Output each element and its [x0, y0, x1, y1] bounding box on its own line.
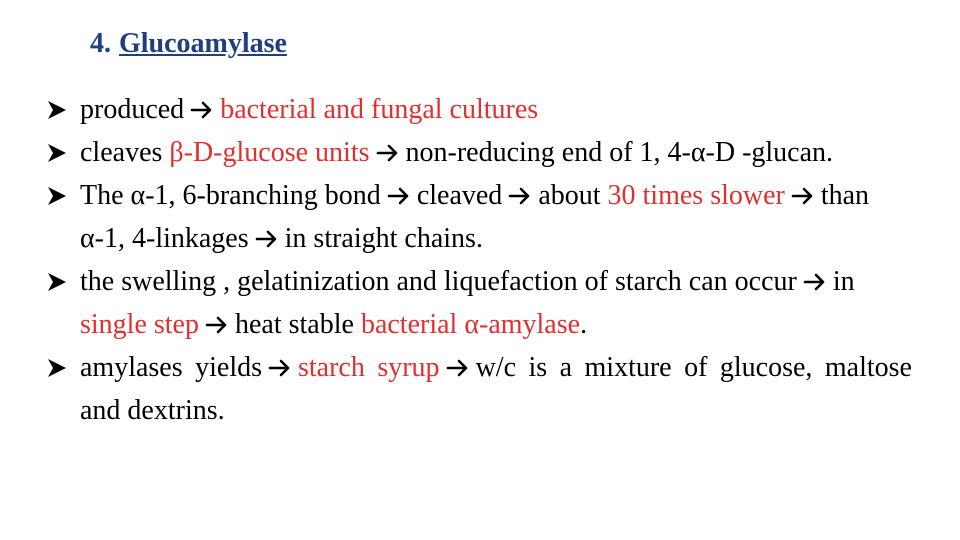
- right-arrow-icon: [446, 358, 470, 378]
- bullet-text: cleaved: [416, 180, 503, 211]
- slide-title: [90, 28, 287, 60]
- bullet-text: about: [538, 180, 608, 211]
- highlighted-text: starch syrup: [298, 352, 440, 383]
- bullet-text: The α-1, 6-branching bond: [80, 180, 381, 211]
- bullet-text: in: [832, 266, 855, 297]
- right-arrow-icon: [255, 229, 279, 249]
- right-arrow-icon: [205, 315, 229, 335]
- bullet-text: .: [580, 309, 588, 340]
- bullet-text: in straight chains.: [284, 223, 483, 254]
- right-arrow-icon: [387, 186, 411, 206]
- filled-arrowhead-icon: [46, 131, 76, 174]
- bullet-text: cleaves: [80, 137, 170, 168]
- bullet-text: non-reducing end of 1, 4-α-D -glucan.: [405, 137, 834, 168]
- filled-arrowhead-icon: [46, 174, 76, 217]
- bullet-item: [46, 88, 912, 131]
- highlighted-text: bacterial α-amylase: [360, 309, 581, 340]
- filled-arrowhead-icon: [46, 260, 76, 303]
- bullet-text: the swelling , gelatinization and liquefaction of starch can occur: [80, 266, 797, 297]
- right-arrow-icon: [803, 272, 827, 292]
- highlighted-text: β-D-glucose units: [169, 137, 370, 168]
- bullet-item: [46, 260, 912, 346]
- filled-arrowhead-icon: [46, 346, 76, 389]
- right-arrow-icon: [791, 186, 815, 206]
- title-number: 4.: [90, 28, 111, 59]
- bullet-item: [46, 346, 912, 432]
- bullet-text: produced: [80, 94, 185, 125]
- right-arrow-icon: [508, 186, 532, 206]
- bullet-text: than α-1, 4-linkages: [80, 180, 870, 254]
- highlighted-text: 30 times slower: [607, 180, 785, 211]
- right-arrow-icon: [376, 143, 400, 163]
- bullet-list: [46, 88, 912, 432]
- right-arrow-icon: [268, 358, 292, 378]
- title-text: Glucoamylase: [119, 28, 287, 59]
- highlighted-text: bacterial and fungal cultures: [220, 94, 539, 125]
- right-arrow-icon: [190, 100, 214, 120]
- filled-arrowhead-icon: [46, 88, 76, 131]
- bullet-item: [46, 131, 912, 174]
- bullet-text: w/c is a mixture of glucose, maltose and dextrins.: [80, 352, 912, 426]
- highlighted-text: single step: [80, 309, 199, 340]
- bullet-text: amylases yields: [80, 352, 262, 383]
- bullet-item: [46, 174, 912, 260]
- bullet-text: heat stable: [235, 309, 361, 340]
